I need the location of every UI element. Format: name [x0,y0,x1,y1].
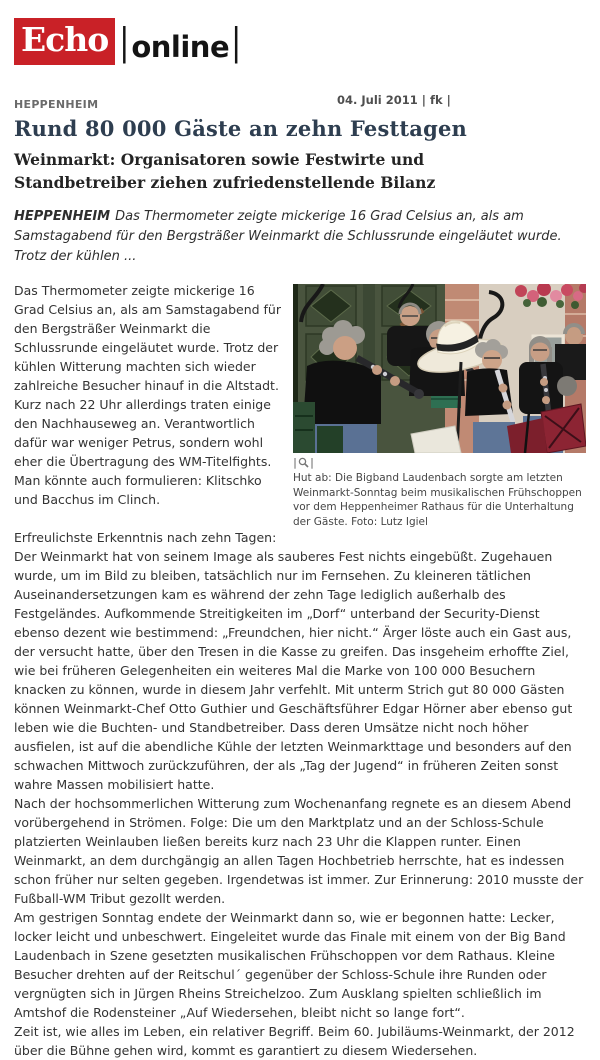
photo-caption: Hut ab: Die Bigband Laudenbach sorgte am letzten Weinmarkt-Sonntag beim musikalischen Frühschoppen vor dem Heppenheimer Rathaus für die Unterhaltung der Gäste. Foto: Lutz Igiel [293,472,582,528]
echo-logo-suffix[interactable] [117,20,243,65]
body-paragraph-1: Das Thermometer zeigte mickerige 16 Grad Celsius an, als am Samstagabend für den Bergsträßer Weinmarkt die Schlussrunde eingeläutet wurde. Trotz der kühlen Witterung machten sich wieder zahlreiche Besucher hinauf in die Altstadt. Kurz nach 22 Uhr allerdings traten einige den Nachhauseweg an. Verantwortlich dafür war weniger Petrus, sondern wohl eher die Übertragung des WM-Titelfights. Man könnte auch formulieren: Klitschko und Bacchus im Clinch. [14,283,281,508]
article-date: 04. Juli 2011 | fk | [337,93,451,107]
lead-text: Das Thermometer zeigte mickerige 16 Grad Celsius an, als am Samstagabend für den Bergsträßer Weinmarkt die Schlussrunde eingeläutet wurde. Trotz der kühlen ... [14,209,562,264]
magnifier-icon[interactable] [298,457,309,468]
page-title: Rund 80 000 Gäste an zehn Festtagen [14,116,467,141]
body-paragraph-5: Zeit ist, wie alles im Leben, ein relativer Begriff. Beim 60. Jubiläums-Weinmarkt, der 2012 über die Bühne gehen wird, kommt es garantiert zu diesem Wiedersehen. [14,1024,575,1059]
echo-logo-text: Echo [21,20,109,59]
echo-logo[interactable] [14,18,115,65]
zoom-bar-right: | [310,456,315,470]
zoom-bar-left: | [293,456,298,470]
photo-bigband-illustration[interactable] [293,284,586,453]
subheadline: Weinmarkt: Organisatoren sowie Festwirte und Standbetreiber ziehen zufriedenstellende Bilanz [14,150,436,192]
meta-row [14,93,586,111]
article-photo[interactable] [293,284,586,529]
article-body [14,281,586,1060]
lead-paragraph [14,207,586,266]
masthead [14,0,586,65]
body-paragraph-4: Am gestrigen Sonntag endete der Weinmarkt dann so, wie er begonnen hatte: Lecker, locker leicht und unbeschwert. Eingeleitet wurde das Finale mit einem von der Big Band Laudenbach in Szene gesetzten musikalischen Frühschoppen vor dem Rathaus. Kleine Besucher drehten auf der Reitschul´ gegenüber der Schloss-Schule ihre Runden oder vergnügten sich in Jürgen Rheins Streichelzoo. Zum Ausklang spielten schließlich im Amtshof die Rodensteiner „Auf Wiedersehen, bleibt nicht so lange fort“. [14,910,566,1021]
body-paragraph-3: Nach der hochsommerlichen Witterung zum Wochenanfang regnete es an diesem Abend vorübergehend in Strömen. Folge: Die um den Marktplatz und an der Schloss-Schule platzierten Weinlauben ließen bereits kurz nach 23 Uhr die Klappen runter. Einen Weinmarkt, an dem durchgängig an allen Tagen Hochbetrieb herrschte, hat es indessen schon früher nur selten gegeben. Irgendetwas ist immer. Zur Erinnerung: 2010 musste der Fußball-WM Tribut gezollt werden. [14,796,584,907]
location-kicker: HEPPENHEIM [14,98,99,111]
logo-bar-right: | [231,20,242,65]
logo-bar-left: | [119,20,130,65]
lead-kicker: HEPPENHEIM [14,209,111,225]
body-paragraph-2: Erfreulichste Erkenntnis nach zehn Tagen: Der Weinmarkt hat von seinem Image als sauberes Fest nichts eingebüßt. Zugehauen wurde, um im Bild zu bleiben, tatsächlich nur im Fernsehen. Zu kleineren tätlichen Auseinandersetzungen kam es während der zehn Tage lediglich außerhalb des Festgeländes. Aufkommende Streitigkeiten im „Dorf“ unterband der Security-Dienst ebenso dezent wie bestimmend: „Freundchen, hier nicht.“ Ärger löste auch ein Gast aus, der versucht hatte, über den Tresen in die Kasse zu greifen. Das insgeheim erhoffte Ziel, wie bei früheren Gelegenheiten ein weiteres Mal die Marke von 100 000 Besuchern knacken zu können, wurde in diesem Jahr verfehlt. Mit unterm Strich gut 80 000 Gästen können Weinmarkt-Chef Otto Guthier und Geschäftsführer Edgar Hörner aber ebenso gut leben wie die Buchten- und Standbetreiber. Dass deren Umsätze nicht noch höher ausfielen, ist auf die abendliche Kühle der letzten Weinmarkttage und besonders auf den schwachen Mittwoch zurückzuführen, der als „Tag der Jugend“ in früheren Zeiten sonst wahre Massen mobilisiert hatte. [14,530,573,793]
logo-suffix-text: online [131,30,230,64]
photo-zoom-row[interactable] [293,456,586,469]
